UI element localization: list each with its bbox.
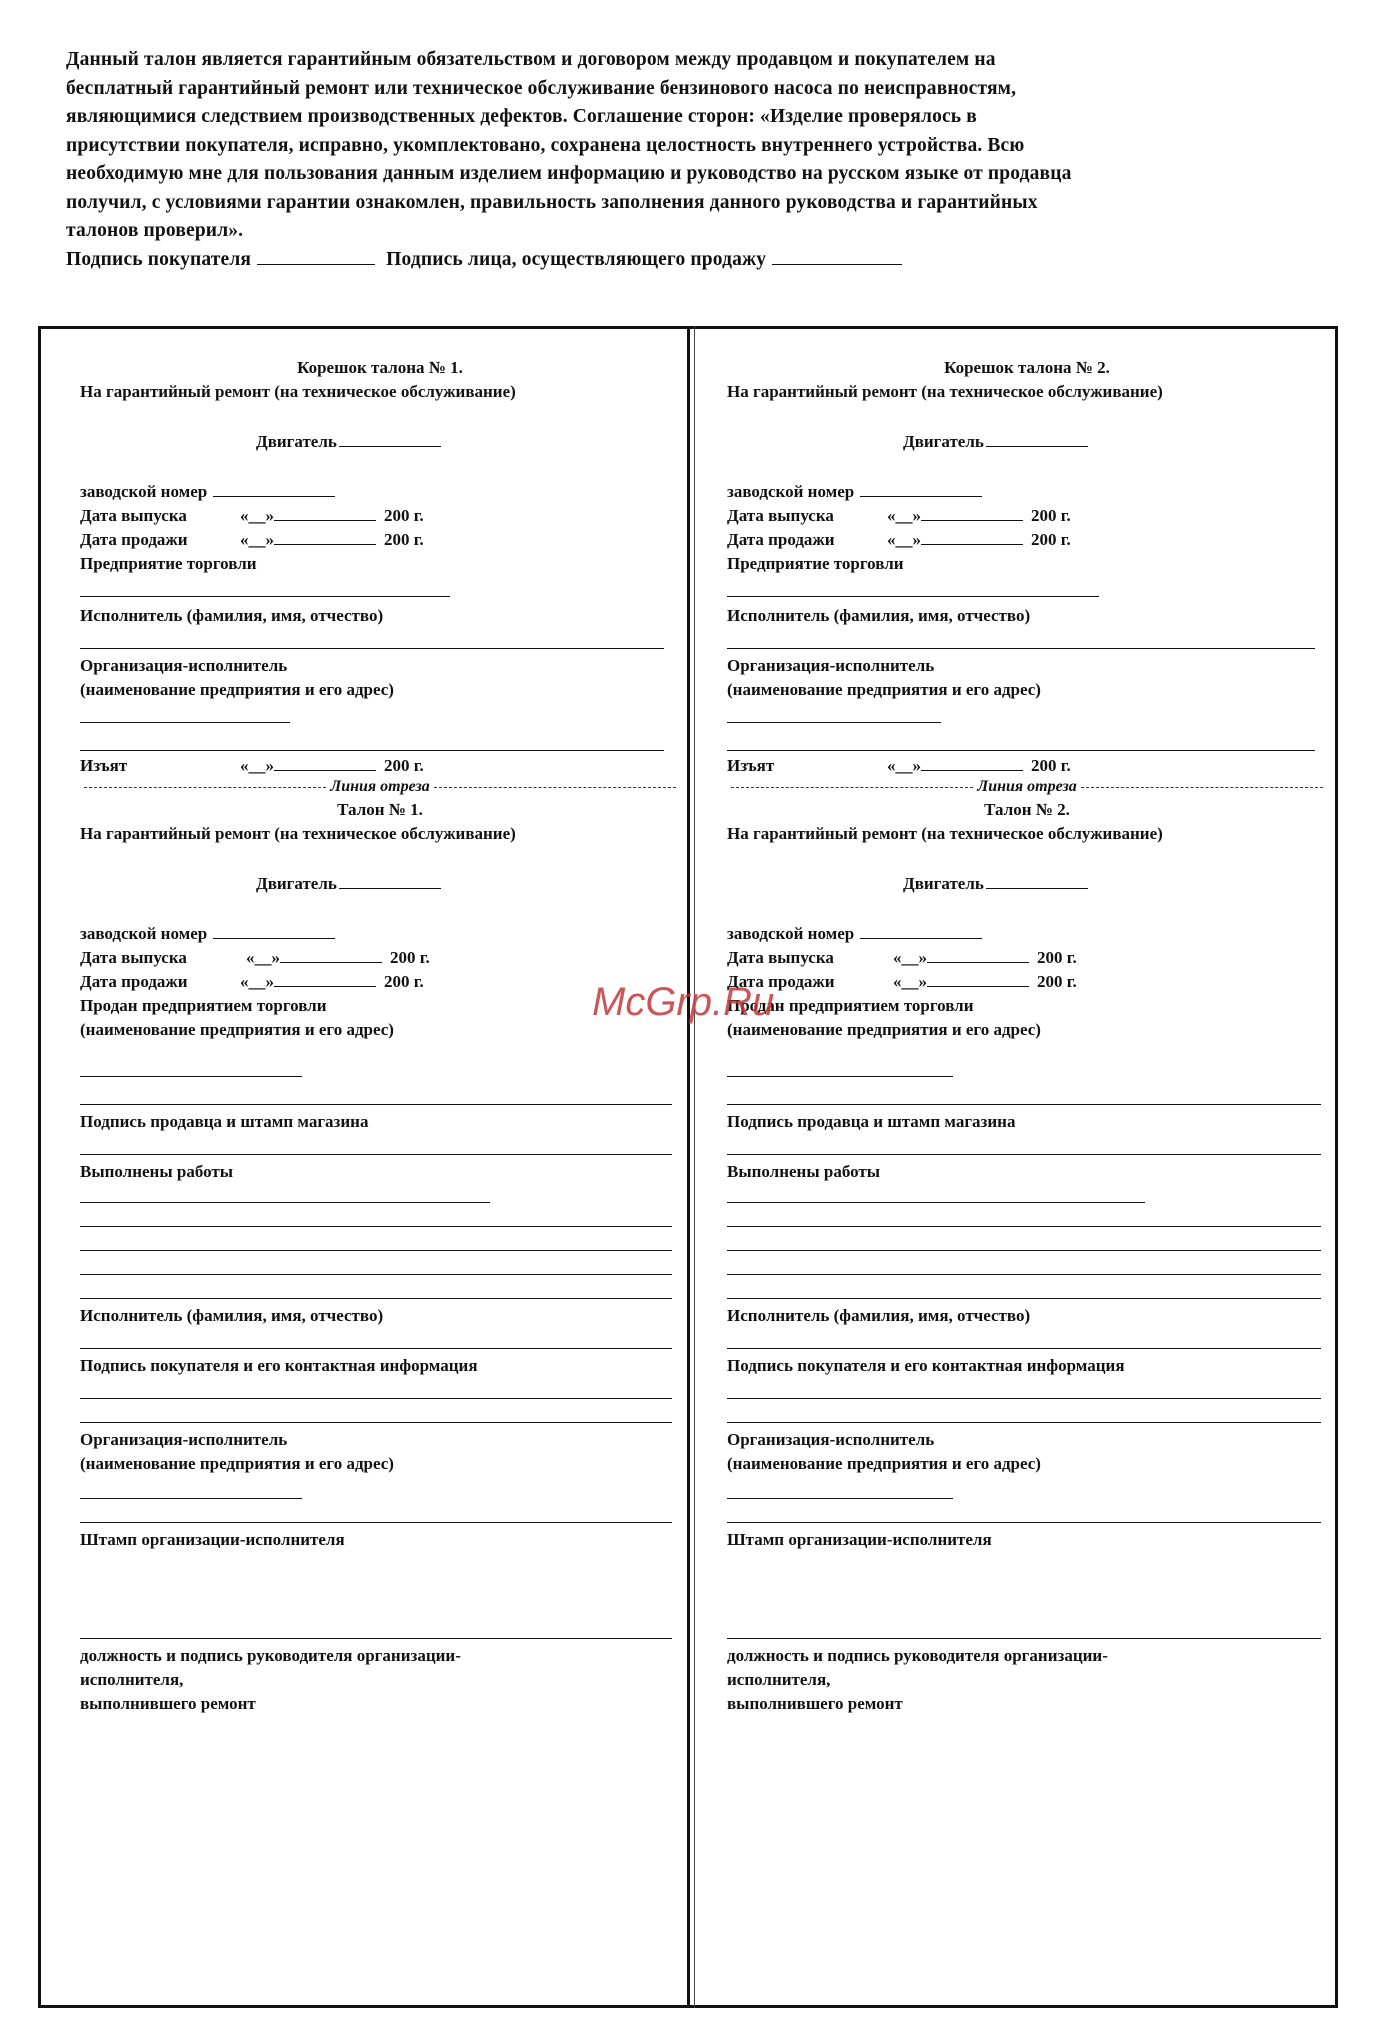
fill-line xyxy=(80,1250,672,1251)
fill-line xyxy=(80,1298,672,1299)
seller-sign-label: Подпись продавца и штамп магазина xyxy=(80,1112,369,1131)
stub-subtitle: На гарантийный ремонт (на техническое обслуживание) xyxy=(80,382,516,401)
fill-line xyxy=(80,1104,672,1105)
release-date-line: Дата выпуска «__» 200 г. xyxy=(80,506,424,525)
fill-line xyxy=(80,1522,672,1523)
coupon-title: Талон № 1. xyxy=(337,800,423,819)
fill-line xyxy=(727,1250,1321,1251)
column-divider-thin xyxy=(694,326,695,2008)
withdrawn-line: Изъят «__» 200 г. xyxy=(727,756,1071,775)
engine-label: Двигатель xyxy=(256,874,447,894)
buyer-sign-label: Подпись покупателя и его контактная информация xyxy=(727,1356,1125,1375)
fill-line xyxy=(80,750,664,751)
org-label: Организация-исполнитель xyxy=(80,656,288,675)
org-note: (наименование предприятия и его адрес) xyxy=(80,1020,394,1039)
fill-line xyxy=(727,1498,953,1499)
fill-line xyxy=(727,1202,1145,1203)
fill-line xyxy=(80,1076,302,1077)
coupon-subtitle: На гарантийный ремонт (на техническое обслуживание) xyxy=(80,824,516,843)
fill-line xyxy=(727,1422,1321,1423)
head-sign-label: исполнителя, xyxy=(80,1670,184,1689)
org-note: (наименование предприятия и его адрес) xyxy=(80,1454,394,1473)
fill-line xyxy=(80,1398,672,1399)
org-note: (наименование предприятия и его адрес) xyxy=(727,680,1041,699)
fill-line xyxy=(80,1226,672,1227)
signature-line xyxy=(66,246,1306,275)
engine-label: Двигатель xyxy=(903,874,1094,894)
sale-date-line: Дата продажи «__» 200 г. xyxy=(80,972,424,991)
org-label: Организация-исполнитель xyxy=(727,656,935,675)
intro-line: необходимую мне для пользования данным изделием информацию и руководство на русском языке от продавца xyxy=(66,163,1072,184)
fill-line xyxy=(727,722,941,723)
sold-by-label: Продан предприятием торговли xyxy=(727,996,974,1015)
sale-date-line: Дата продажи «__» 200 г. xyxy=(727,530,1071,549)
executor-label: Исполнитель (фамилия, имя, отчество) xyxy=(727,1306,1031,1325)
fill-line xyxy=(80,1348,672,1349)
stub-title: Корешок талона № 2. xyxy=(944,358,1110,377)
head-sign-label: должность и подпись руководителя организации- xyxy=(80,1646,461,1665)
head-sign-label: выполнившего ремонт xyxy=(727,1694,903,1713)
org-label: Организация-исполнитель xyxy=(80,1430,288,1449)
org-label: Организация-исполнитель xyxy=(727,1430,935,1449)
cut-line: Линия отреза xyxy=(731,778,1323,796)
fill-line xyxy=(727,596,1099,597)
fill-line xyxy=(80,1274,672,1275)
fill-line xyxy=(80,596,450,597)
fill-line xyxy=(80,648,664,649)
release-date-line: Дата выпуска «__» 200 г. xyxy=(80,948,430,967)
coupon-subtitle: На гарантийный ремонт (на техническое обслуживание) xyxy=(727,824,1163,843)
release-date-line: Дата выпуска «__» 200 г. xyxy=(727,948,1077,967)
stamp-label: Штамп организации-исполнителя xyxy=(727,1530,992,1549)
org-note: (наименование предприятия и его адрес) xyxy=(727,1454,1041,1473)
head-sign-label: исполнителя, xyxy=(727,1670,831,1689)
stamp-label: Штамп организации-исполнителя xyxy=(80,1530,345,1549)
fill-line xyxy=(727,1274,1321,1275)
engine-label: Двигатель xyxy=(903,432,1094,452)
fill-line xyxy=(727,1104,1321,1105)
column-divider xyxy=(687,326,690,2008)
intro-line: присутствии покупателя, исправно, укомплектовано, сохранена целостность внутреннего устройства. Всю xyxy=(66,134,1025,156)
executor-label: Исполнитель (фамилия, имя, отчество) xyxy=(727,606,1031,625)
fill-line xyxy=(80,1154,672,1155)
seller-signature-blank xyxy=(772,263,902,265)
org-note: (наименование предприятия и его адрес) xyxy=(727,1020,1041,1039)
fill-line xyxy=(80,1202,490,1203)
seller-sign-label: Подпись продавца и штамп магазина xyxy=(727,1112,1016,1131)
sale-date-line: Дата продажи «__» 200 г. xyxy=(80,530,424,549)
head-sign-label: выполнившего ремонт xyxy=(80,1694,256,1713)
stub-subtitle: На гарантийный ремонт (на техническое обслуживание) xyxy=(727,382,1163,401)
release-date-line: Дата выпуска «__» 200 г. xyxy=(727,506,1071,525)
intro-line: бесплатный гарантийный ремонт или техническое обслуживание бензинового насоса по неисправностям, xyxy=(66,77,1017,99)
buyer-signature-label: Подпись покупателя xyxy=(66,248,252,270)
coupon-title: Талон № 2. xyxy=(984,800,1070,819)
serial-label: заводской номер xyxy=(80,482,341,502)
fill-line xyxy=(727,1076,953,1077)
org-note: (наименование предприятия и его адрес) xyxy=(80,680,394,699)
trade-enterprise-label: Предприятие торговли xyxy=(80,554,257,573)
executor-label: Исполнитель (фамилия, имя, отчество) xyxy=(80,606,384,625)
buyer-signature-blank xyxy=(257,263,375,265)
fill-line xyxy=(80,1422,672,1423)
fill-line xyxy=(727,648,1315,649)
sold-by-label: Продан предприятием торговли xyxy=(80,996,327,1015)
serial-label: заводской номер xyxy=(727,482,988,502)
sale-date-line: Дата продажи «__» 200 г. xyxy=(727,972,1077,991)
works-label: Выполнены работы xyxy=(80,1162,234,1181)
fill-line xyxy=(80,1498,302,1499)
stub-title: Корешок талона № 1. xyxy=(297,358,463,377)
serial-label: заводской номер xyxy=(727,924,988,944)
works-label: Выполнены работы xyxy=(727,1162,881,1181)
withdrawn-line: Изъят «__» 200 г. xyxy=(80,756,424,775)
executor-label: Исполнитель (фамилия, имя, отчество) xyxy=(80,1306,384,1325)
buyer-sign-label: Подпись покупателя и его контактная информация xyxy=(80,1356,478,1375)
fill-line xyxy=(80,722,290,723)
seller-signature-label: Подпись лица, осуществляющего продажу xyxy=(386,248,767,270)
fill-line xyxy=(727,1398,1321,1399)
serial-label: заводской номер xyxy=(80,924,341,944)
engine-label: Двигатель xyxy=(256,432,447,452)
fill-line xyxy=(727,1348,1321,1349)
watermark: McGrp.Ru xyxy=(592,980,775,1024)
fill-line xyxy=(727,1154,1321,1155)
fill-line xyxy=(727,750,1315,751)
trade-enterprise-label: Предприятие торговли xyxy=(727,554,904,573)
fill-line xyxy=(727,1638,1321,1639)
cut-line: Линия отреза xyxy=(84,778,676,796)
fill-line xyxy=(727,1298,1321,1299)
intro-line: талонов проверил». xyxy=(66,220,244,241)
intro-text xyxy=(66,46,1306,274)
head-sign-label: должность и подпись руководителя организации- xyxy=(727,1646,1108,1665)
fill-line xyxy=(80,1638,672,1639)
fill-line xyxy=(727,1226,1321,1227)
intro-line: Данный талон является гарантийным обязательством и договором между продавцом и покупателем на xyxy=(66,49,996,70)
fill-line xyxy=(727,1522,1321,1523)
intro-line: получил, с условиями гарантии ознакомлен, правильность заполнения данного руководства и гарантийных xyxy=(66,191,1038,213)
intro-line: являющимися следствием производственных дефектов. Соглашение сторон: «Изделие проверялось в xyxy=(66,106,977,127)
